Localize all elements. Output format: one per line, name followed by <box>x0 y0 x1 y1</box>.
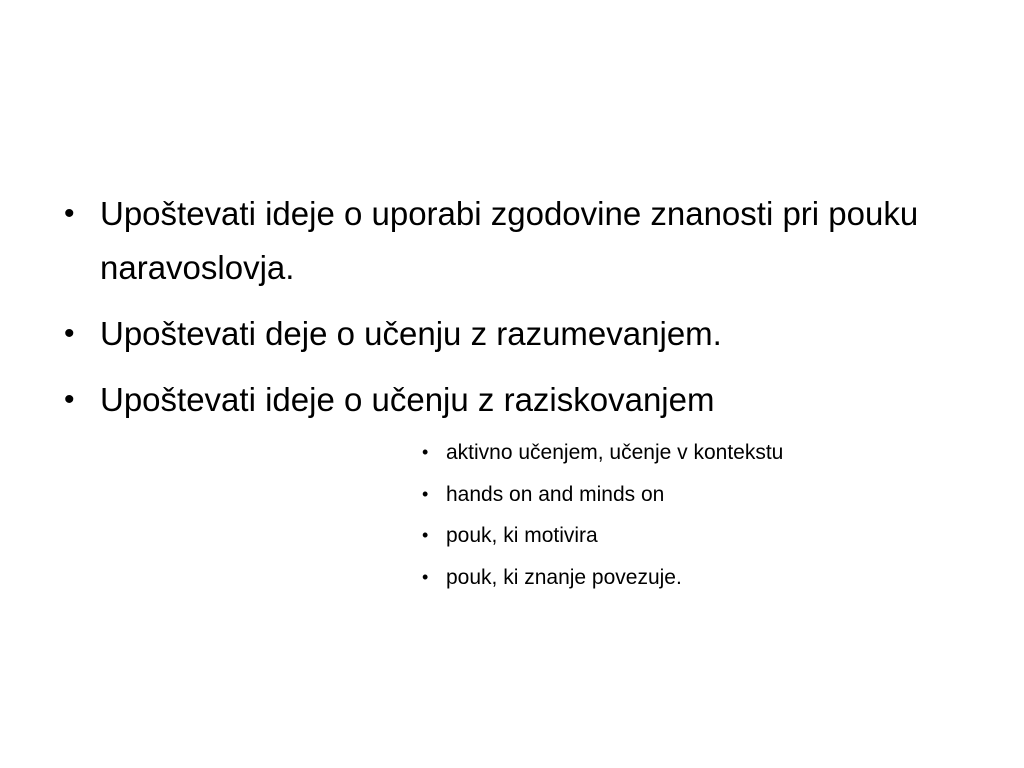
sub-bullet-text: aktivno učenjem, učenje v kontekstu <box>446 441 784 464</box>
sub-bullet-text: hands on and minds on <box>446 482 665 506</box>
bullet-text: Upoštevati ideje o uporabi zgodovine znanosti pri pouku naravoslovja. <box>100 195 919 286</box>
sub-bullet-dot-icon: • <box>422 566 429 587</box>
sub-bullet-list <box>420 432 960 598</box>
sub-bullet-dot-icon: • <box>422 442 429 462</box>
bullet-text: Upoštevati deje o učenju z razumevanjem. <box>100 315 722 352</box>
sub-bullet-item-2 <box>420 474 960 516</box>
sub-bullet-dot-icon: • <box>422 525 429 545</box>
main-bullet-list <box>60 187 980 439</box>
bullet-dot-icon: • <box>64 317 75 350</box>
sub-bullet-item-3 <box>420 515 960 557</box>
bullet-dot-icon: • <box>64 197 75 230</box>
sub-bullet-item-4 <box>420 557 960 599</box>
sub-bullet-item-1 <box>420 432 960 474</box>
bullet-item-1 <box>60 187 980 295</box>
bullet-item-2 <box>60 307 980 361</box>
sub-bullet-text: pouk, ki motivira <box>446 524 598 547</box>
bullet-text: Upoštevati ideje o učenju z raziskovanjem <box>100 381 715 418</box>
bullet-item-3 <box>60 373 980 427</box>
sub-bullet-text: pouk, ki znanje povezuje. <box>446 565 682 589</box>
sub-bullet-dot-icon: • <box>422 483 429 504</box>
bullet-dot-icon: • <box>64 383 75 416</box>
